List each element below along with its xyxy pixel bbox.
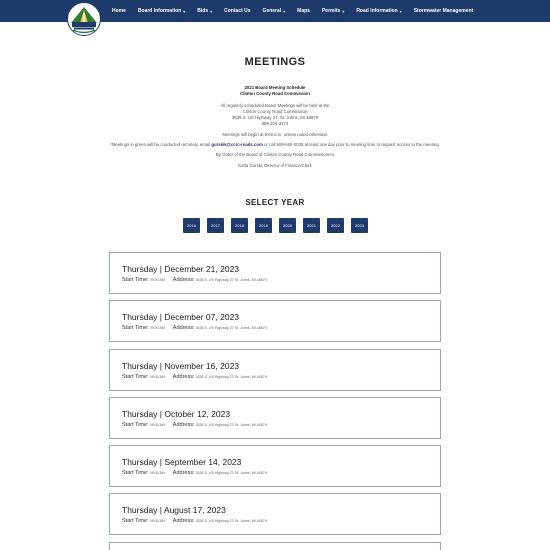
meeting-meta (122, 374, 428, 380)
meeting-date-title: Thursday | December 21, 2023 (122, 264, 240, 274)
main-nav (106, 0, 479, 22)
start-time-value: 09:00 AM (149, 471, 165, 476)
meeting-schedule-intro (100, 85, 450, 173)
address-label: Address: (172, 421, 195, 428)
chevron-down-icon: ▾ (283, 8, 286, 14)
intro-line-4: 989-224-3274 (261, 121, 289, 127)
address-label: Address: (172, 277, 195, 283)
remote-note (100, 142, 450, 148)
nav-item-permits[interactable] (316, 8, 350, 14)
nav-item-home[interactable] (106, 8, 132, 14)
chevron-down-icon: ▾ (342, 8, 345, 14)
address-label: Address: (172, 325, 195, 332)
start-time-label: Start Time: (122, 277, 149, 283)
order-note: By Order of the Board of Clinton County Road Commissioners (215, 152, 335, 158)
meeting-date-title: Thursday | October 12, 2023 (122, 408, 231, 419)
remote-note-text: *Meetings in green will be conducted remotely, email (110, 142, 212, 148)
year-button-2023[interactable]: 2023 (351, 218, 368, 233)
year-button-2019[interactable]: 2019 (255, 218, 272, 233)
meeting-card[interactable] (109, 349, 441, 391)
start-time-label: Start Time: (122, 325, 149, 332)
intro-line-2: Clinton County Road Commission (242, 108, 308, 114)
year-button-2021[interactable]: 2021 (303, 218, 320, 233)
start-time-value: 09:00 AM (149, 374, 165, 379)
year-button-2016[interactable]: 2016 (183, 218, 200, 233)
address-value: 3536 S. US Highway 27 St. Johns, MI 48879 (195, 278, 267, 282)
meeting-card[interactable] (109, 445, 441, 487)
nav-item-label: Home (112, 8, 126, 14)
select-year-heading: SELECT YEAR (245, 198, 305, 207)
year-button-2022[interactable]: 2022 (327, 218, 344, 233)
nav-item-label: Board Information (137, 8, 182, 14)
nav-item-label: Permits (321, 8, 341, 14)
commission-heading: Clinton County Road Commission (240, 91, 310, 97)
remote-note-text-2: or call 989-668-0035 at least one day prior to meeting time to request access to the meeting. (262, 142, 440, 148)
start-time-label: Start Time: (122, 373, 149, 380)
meeting-date-title: Thursday | September 14, 2023 (122, 457, 242, 468)
start-time-value: 09:00 AM (149, 326, 165, 331)
meetings-list (109, 252, 441, 550)
meeting-meta (122, 325, 428, 331)
nav-item-label: Maps (297, 8, 310, 14)
meeting-meta (122, 470, 428, 476)
intro-line-1: All regularly scheduled Board Meetings will be held at the (220, 102, 330, 108)
start-time-label: Start Time: (122, 421, 149, 428)
meeting-card[interactable] (109, 252, 441, 294)
chevron-down-icon: ▾ (210, 8, 213, 14)
year-button-2018[interactable]: 2018 (231, 218, 248, 233)
nav-item-road-information[interactable] (350, 8, 407, 14)
meeting-meta (122, 518, 428, 524)
meeting-date-title: Thursday | November 16, 2023 (122, 360, 240, 371)
nav-item-label: Contact Us (224, 8, 251, 14)
start-time-label: Start Time: (122, 518, 149, 525)
meeting-meta (122, 277, 428, 283)
address-value: 3536 S. US Highway 27 St. Johns, MI 48879 (195, 519, 267, 524)
address-value: 3536 S. US Highway 27 St. Johns, MI 48879 (195, 471, 267, 476)
email-link[interactable]: gurskik@ccrc-roads.com (211, 142, 263, 148)
meeting-card[interactable] (109, 300, 441, 342)
nav-item-board-information[interactable] (132, 8, 191, 14)
nav-item-label: Road Information (356, 8, 398, 14)
address-label: Address: (172, 518, 195, 525)
meeting-card[interactable] (109, 542, 441, 550)
nav-item-stormwater-management[interactable] (408, 8, 479, 14)
address-value: 3536 S. US Highway 27 St. Johns, MI 48879 (195, 326, 267, 331)
chevron-down-icon: ▾ (183, 8, 186, 14)
nav-item-maps[interactable] (291, 8, 316, 14)
meeting-date-title: Thursday | December 07, 2023 (122, 312, 240, 323)
nav-item-label: Stormwater Management (413, 8, 474, 14)
year-selector (183, 218, 368, 233)
start-time-value: 09:00 AM (149, 278, 165, 282)
page-title: MEETINGS (244, 56, 306, 68)
schedule-heading: 2021 Board Meeting Schedule (244, 85, 306, 90)
intro-line-3: 3536 S. US Highway 27, St. Johns, MI 48879 (231, 115, 319, 121)
signature: Karla Gurski, Director of Finance/Clerk (238, 162, 312, 168)
year-button-2017[interactable]: 2017 (207, 218, 224, 233)
start-time-value: 09:00 AM (149, 519, 165, 524)
road-commission-logo[interactable] (67, 2, 101, 36)
nav-item-label: General (262, 8, 282, 14)
time-note: Meetings will begin at 9:00 a.m. unless noted otherwise (222, 131, 328, 137)
nav-item-bids[interactable] (191, 8, 218, 14)
chevron-down-icon: ▾ (399, 8, 402, 14)
start-time-label: Start Time: (122, 470, 149, 477)
nav-item-label: Bids (197, 8, 209, 14)
year-button-2020[interactable]: 2020 (279, 218, 296, 233)
meeting-date-title: Thursday | August 17, 2023 (122, 505, 226, 516)
meeting-meta (122, 422, 428, 428)
nav-item-contact-us[interactable] (218, 8, 256, 14)
address-label: Address: (172, 470, 195, 477)
address-value: 3536 S. US Highway 27 St. Johns, MI 48879 (195, 422, 267, 427)
meeting-card[interactable] (109, 397, 441, 439)
start-time-value: 09:00 AM (149, 422, 165, 427)
nav-item-general[interactable] (257, 8, 292, 14)
address-label: Address: (172, 373, 195, 380)
meeting-card[interactable] (109, 493, 441, 535)
address-value: 3536 S. US Highway 27 St. Johns, MI 48879 (195, 374, 267, 379)
